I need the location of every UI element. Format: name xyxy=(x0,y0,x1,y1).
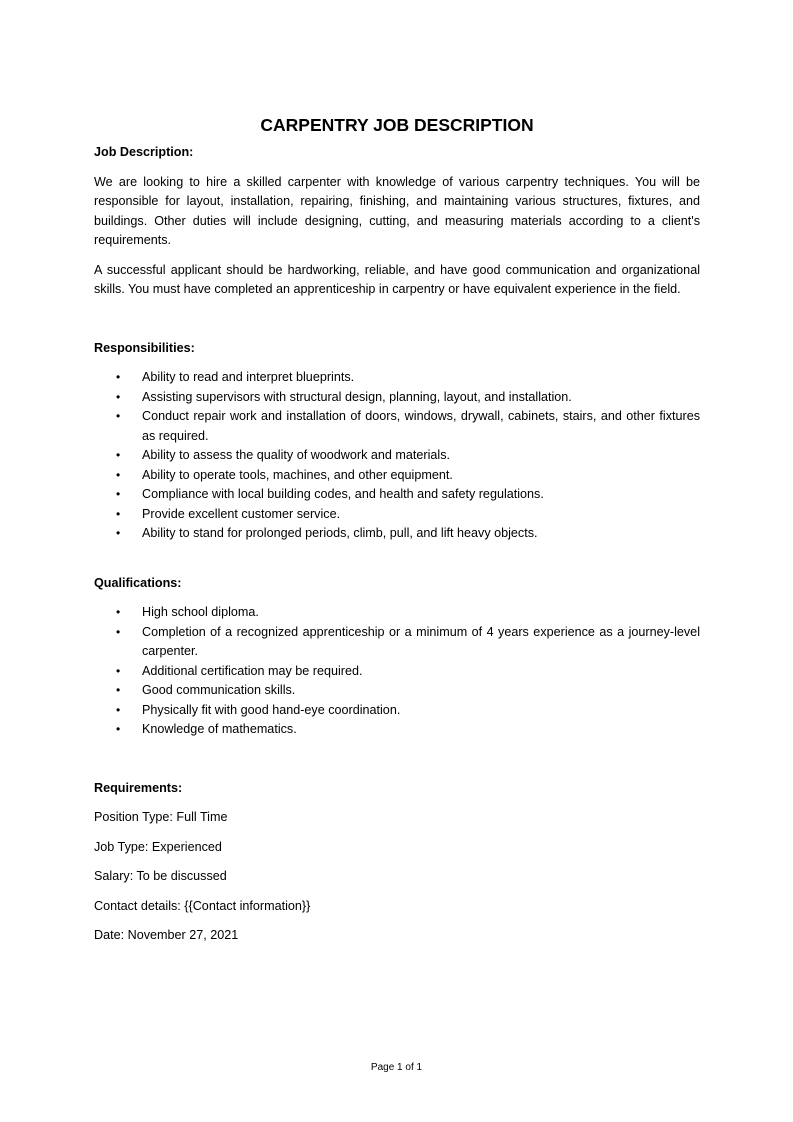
position-type-line: Position Type: Full Time xyxy=(94,810,228,824)
list-item-text: Completion of a recognized apprenticeship or a minimum of 4 years experience as a journey-level carpenter. xyxy=(142,624,700,658)
list-item xyxy=(94,681,700,701)
list-item xyxy=(94,603,700,623)
list-item xyxy=(94,623,700,662)
list-item-text: Ability to operate tools, machines, and other equipment. xyxy=(142,467,453,482)
list-item-text: Physically fit with good hand-eye coordination. xyxy=(142,702,401,717)
list-item-text: Ability to read and interpret blueprints. xyxy=(142,370,355,384)
list-item xyxy=(94,407,700,446)
list-item-text: Additional certification may be required. xyxy=(142,663,363,678)
bullet-icon: • xyxy=(116,389,121,404)
list-item xyxy=(94,505,700,525)
bullet-icon: • xyxy=(116,702,121,717)
bullet-icon: • xyxy=(116,506,121,521)
list-item xyxy=(94,524,700,544)
list-item xyxy=(94,662,700,682)
bullet-icon: • xyxy=(116,605,121,619)
list-item xyxy=(94,485,700,505)
document-body xyxy=(94,113,700,946)
document-title: CARPENTRY JOB DESCRIPTION xyxy=(260,115,534,135)
qualifications-heading: Qualifications: xyxy=(94,575,182,590)
list-item xyxy=(94,701,700,721)
bullet-icon: • xyxy=(116,487,121,501)
contact-details-line: Contact details: {{Contact information}} xyxy=(94,898,311,913)
list-item-text: Ability to assess the quality of woodwork and materials. xyxy=(142,448,450,462)
job-type-line: Job Type: Experienced xyxy=(94,839,222,854)
bullet-icon: • xyxy=(116,624,121,639)
list-item-text: Conduct repair work and installation of doors, windows, drywall, cabinets, stairs, and other fixtures as required. xyxy=(142,409,700,443)
list-item-text: Compliance with local building codes, and health and safety regulations. xyxy=(142,487,544,501)
list-item xyxy=(94,720,700,740)
bullet-icon: • xyxy=(116,467,121,482)
list-item xyxy=(94,466,700,486)
qualifications-list xyxy=(94,603,700,740)
responsibilities-list xyxy=(94,368,700,544)
list-item xyxy=(94,446,700,466)
list-item-text: Good communication skills. xyxy=(142,683,296,697)
list-item xyxy=(94,388,700,408)
list-item xyxy=(94,368,700,388)
list-item-text: Provide excellent customer service. xyxy=(142,506,341,521)
list-item-text: Ability to stand for prolonged periods, climb, pull, and lift heavy objects. xyxy=(142,526,538,540)
date-line: Date: November 27, 2021 xyxy=(94,928,239,942)
job-description-paragraph-1: We are looking to hire a skilled carpenter with knowledge of various carpentry techniques. You will be responsible for layout, installation, repairing, finishing, and maintaining various structures, fixtures, and buildings. Other duties will include designing, cutting, and measuring materials according to a client's requirements. xyxy=(94,174,700,247)
requirements-heading: Requirements: xyxy=(94,780,183,795)
bullet-icon: • xyxy=(116,683,121,697)
list-item-text: Knowledge of mathematics. xyxy=(142,722,297,736)
page-number-footer: Page 1 of 1 xyxy=(370,1062,423,1073)
bullet-icon: • xyxy=(116,663,121,678)
salary-line: Salary: To be discussed xyxy=(94,869,227,883)
bullet-icon: • xyxy=(116,409,121,423)
job-description-heading: Job Description: xyxy=(94,145,194,159)
bullet-icon: • xyxy=(116,526,121,540)
responsibilities-heading: Responsibilities: xyxy=(94,340,195,355)
bullet-icon: • xyxy=(116,722,121,736)
bullet-icon: • xyxy=(116,448,121,462)
list-item-text: High school diploma. xyxy=(142,605,259,619)
bullet-icon: • xyxy=(116,370,121,384)
list-item-text: Assisting supervisors with structural design, planning, layout, and installation. xyxy=(142,389,572,404)
job-description-paragraph-2: A successful applicant should be hardworking, reliable, and have good communication and organizational skills. You must have completed an apprenticeship in carpentry or have equivalent experience in the field. xyxy=(94,262,700,296)
